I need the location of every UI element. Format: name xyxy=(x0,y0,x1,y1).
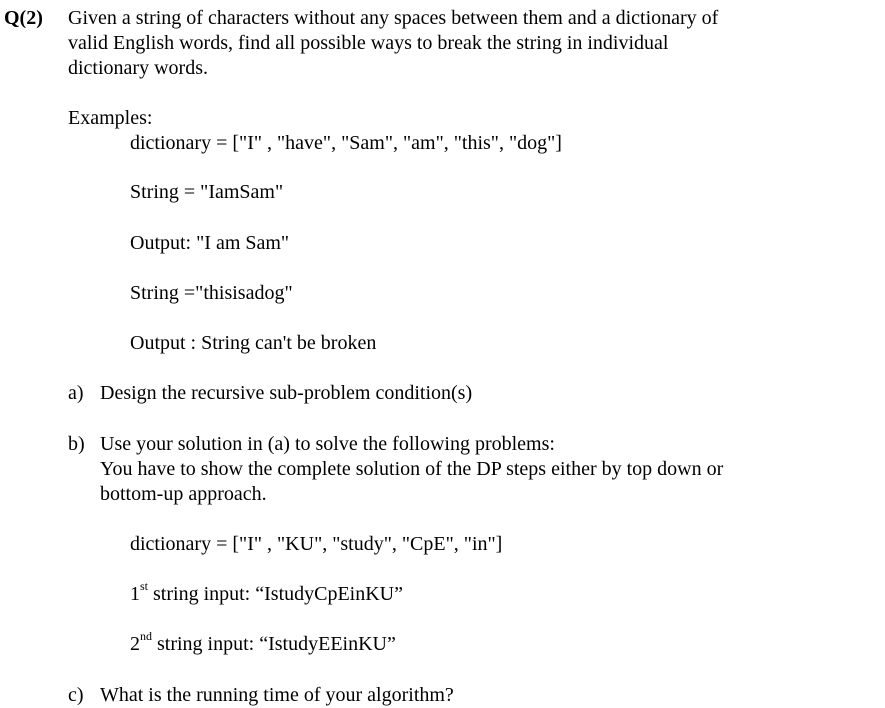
part-b-input-2 xyxy=(130,629,396,657)
input-2-ordinal-suffix: nd xyxy=(140,629,152,644)
example-string-1: String = "IamSam" xyxy=(130,181,284,203)
part-b xyxy=(68,432,100,457)
part-a-letter: a) xyxy=(68,382,84,404)
part-b-letter: b) xyxy=(68,433,85,455)
input-1-ordinal-suffix: st xyxy=(140,579,149,594)
input-2-ordinal: 2 xyxy=(130,633,140,655)
part-b-text: Use your solution in (a) to solve the following problems: You have to show the complete solution of the DP steps either by top down or bottom-up approach. xyxy=(100,433,724,505)
input-1-ordinal: 1 xyxy=(130,583,140,605)
part-b-input-1 xyxy=(130,579,403,607)
part-b-dictionary: dictionary = ["I" , "KU", "study", "CpE", "in"] xyxy=(130,533,503,555)
part-a xyxy=(68,381,472,406)
example-dictionary: dictionary = ["I" , "have", "Sam", "am", "this", "dog"] xyxy=(130,132,562,154)
question-text: Given a string of characters without any spaces between them and a dictionary of valid English words, find all possible ways to break the string in individual dictionary words. xyxy=(68,7,719,79)
question-label: Q(2) xyxy=(4,7,43,29)
input-1-text: string input: “IstudyCpEinKU” xyxy=(148,583,403,605)
example-output-2: Output : String can't be broken xyxy=(130,332,377,354)
part-c-letter: c) xyxy=(68,684,84,706)
part-a-text: Design the recursive sub-problem condition(s) xyxy=(100,382,473,404)
part-c xyxy=(68,683,454,708)
part-c-text: What is the running time of your algorithm? xyxy=(100,684,454,706)
input-2-text: string input: “IstudyEEinKU” xyxy=(152,633,396,655)
example-string-2: String ="thisisadog" xyxy=(130,282,293,304)
examples-heading: Examples: xyxy=(68,107,153,129)
example-output-1: Output: "I am Sam" xyxy=(130,232,290,254)
